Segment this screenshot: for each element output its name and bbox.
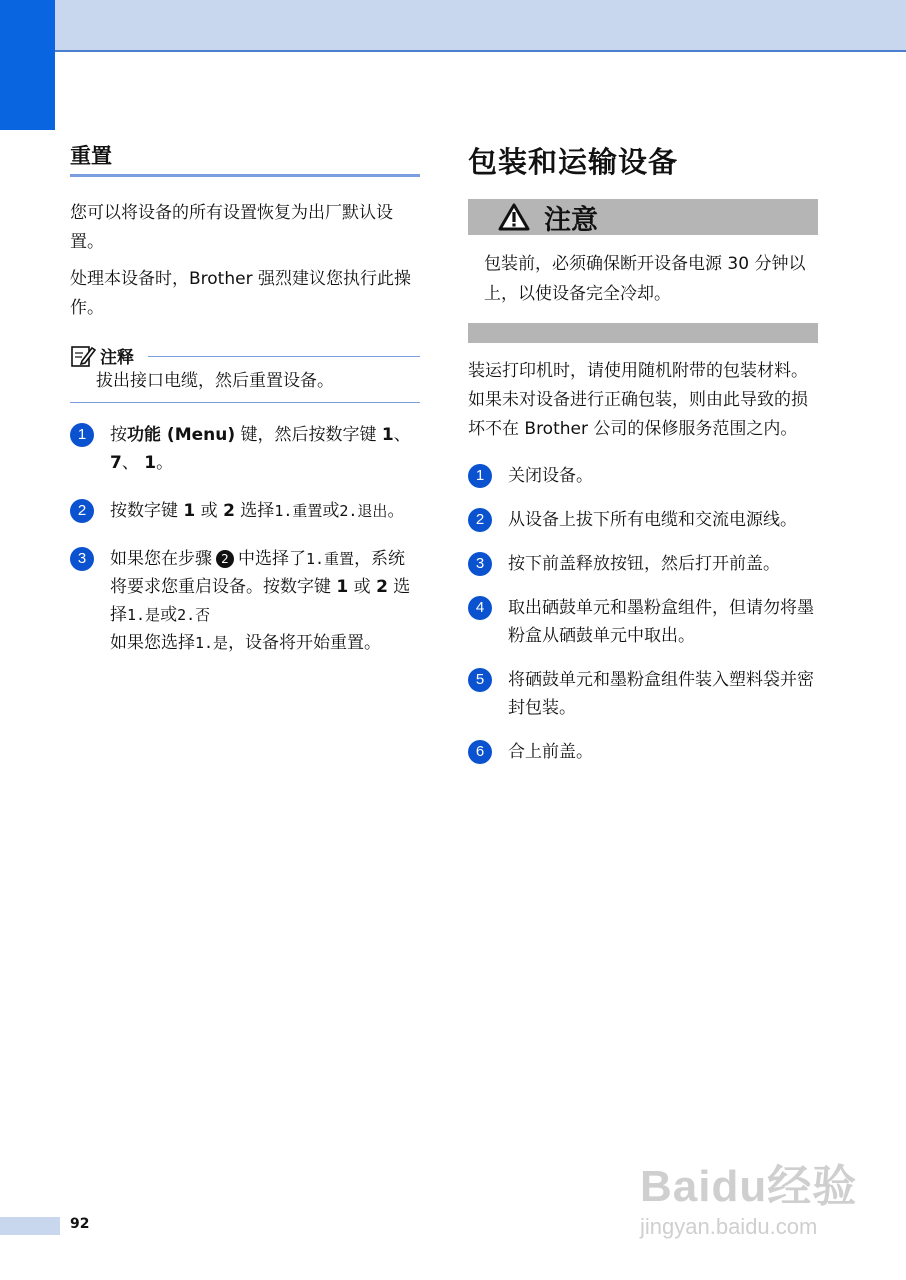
list-item — [70, 497, 420, 525]
reset-steps — [70, 421, 420, 657]
packing-intro: 装运打印机时，请使用随机附带的包装材料。如果未对设备进行正确包装，则由此导致的损坏不在 Brother 公司的保修服务范围之内。 — [468, 361, 808, 439]
key-label: 7 — [110, 453, 122, 473]
step-number-badge: 1 — [70, 423, 94, 447]
step-number-badge: 5 — [468, 668, 492, 692]
warning-triangle-icon — [498, 203, 530, 231]
watermark-url: jingyan.baidu.com — [640, 1214, 818, 1239]
key-label: 1 — [381, 425, 394, 445]
caution-box — [468, 199, 818, 343]
step-number-badge: 4 — [468, 596, 492, 620]
step-number-badge: 2 — [468, 508, 492, 532]
reset-para-1: 您可以将设备的所有设置恢复为出厂默认设置。 — [70, 203, 393, 252]
step-text: 。 — [387, 501, 405, 521]
step-text: 选择 — [110, 577, 411, 625]
lcd-option: 2.否 — [177, 606, 211, 624]
step-text: 从设备上拔下所有电缆和交流电源线。 — [508, 510, 797, 530]
key-label: 1 — [144, 453, 157, 473]
step-text: 将硒鼓单元和墨粉盒组件装入塑料袋并密封包装。 — [508, 670, 814, 718]
note-rule — [148, 356, 420, 357]
chapter-tab — [0, 0, 55, 130]
page-number: 92 — [70, 1216, 90, 1232]
step-text: 或 — [322, 501, 340, 521]
header-band — [0, 0, 906, 52]
step-text: ，设备将开始重置。 — [228, 633, 382, 653]
step-number-badge: 6 — [468, 740, 492, 764]
step-text: 如果您选择 — [110, 633, 195, 653]
list-item — [70, 421, 420, 477]
step-text: ，系统将要求您重启设备。按数字键 — [110, 549, 406, 597]
step-number-badge: 3 — [70, 547, 94, 571]
list-item — [468, 594, 818, 650]
key-label: 2 — [223, 501, 235, 521]
packing-steps — [468, 462, 818, 766]
step-text: 、 — [393, 425, 411, 445]
caution-text: 包装前，必须确保断开设备电源 30 分钟以上，以使设备完全冷却。 — [484, 254, 806, 304]
lcd-option: 2.退出 — [339, 502, 388, 520]
step-text: 中选择了 — [238, 549, 306, 569]
step-text: 、 — [121, 453, 145, 473]
key-label: 1 — [183, 501, 196, 521]
lcd-option: 1.是 — [127, 606, 161, 624]
note-text: 拔出接口电缆，然后重置设备。 — [70, 368, 420, 403]
list-item — [468, 738, 818, 766]
lcd-option: 1.重置 — [306, 550, 355, 568]
right-column — [468, 140, 818, 766]
section-heading-packing: 包装和运输设备 — [468, 145, 679, 179]
step-text: 或 — [348, 577, 377, 597]
list-item — [468, 666, 818, 722]
key-label: 1 — [336, 577, 349, 597]
baidu-watermark — [640, 1150, 860, 1250]
menu-key-label: 功能 (Menu) — [127, 425, 236, 445]
step-text: 按下前盖释放按钮，然后打开前盖。 — [508, 554, 780, 574]
step-text: 合上前盖。 — [508, 742, 593, 762]
list-item — [70, 545, 420, 657]
reset-para-2: 处理本设备时，Brother 强烈建议您执行此操作。 — [70, 269, 411, 318]
step-number-badge: 2 — [70, 499, 94, 523]
step-text: 关闭设备。 — [508, 466, 593, 486]
step-text: 取出硒鼓单元和墨粉盒组件，但请勿将墨粉盒从硒鼓单元中取出。 — [508, 598, 814, 646]
step-text: 或 — [195, 501, 224, 521]
step-text: 按 — [110, 425, 127, 445]
watermark-logo-text: Baidu经验 — [640, 1162, 858, 1211]
caution-footer-bar — [468, 323, 818, 343]
note-title: 注释 — [100, 348, 134, 368]
step-number-badge: 1 — [468, 464, 492, 488]
note-pencil-icon — [70, 344, 96, 368]
step-text: 选择 — [234, 501, 275, 521]
step-text: 。 — [156, 453, 174, 473]
section-heading-reset: 重置 — [70, 140, 420, 177]
step-text: 键，然后按数字键 — [235, 425, 382, 445]
step-reference-badge: 2 — [216, 550, 234, 568]
list-item — [468, 550, 818, 578]
caution-title: 注意 — [544, 204, 598, 236]
note-box — [70, 343, 420, 403]
lcd-option: 1.是 — [195, 634, 229, 652]
step-text: 如果您在步骤 — [110, 549, 212, 569]
key-label: 2 — [376, 577, 388, 597]
step-text: 或 — [160, 605, 178, 625]
list-item — [468, 506, 818, 534]
step-text: 按数字键 — [110, 501, 184, 521]
lcd-option: 1.重置 — [274, 502, 323, 520]
left-column — [70, 140, 420, 657]
page-number-bar — [0, 1217, 60, 1235]
step-number-badge: 3 — [468, 552, 492, 576]
list-item — [468, 462, 818, 490]
